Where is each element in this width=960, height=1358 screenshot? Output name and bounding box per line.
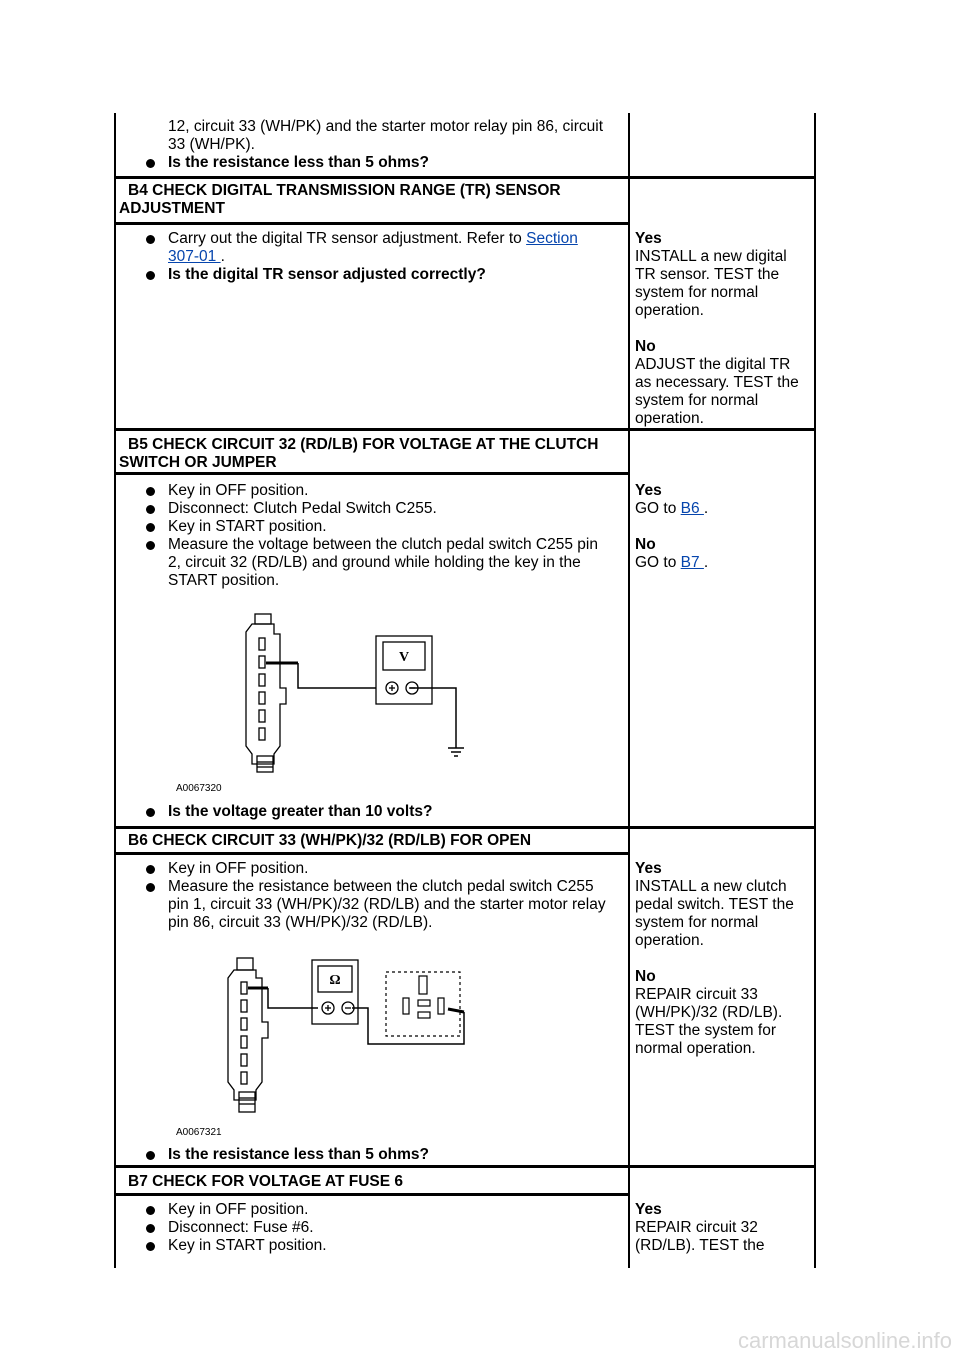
probe-wires: [248, 988, 464, 1044]
goto-b7-link[interactable]: B7: [680, 554, 704, 571]
b4-no-line: system for normal: [635, 392, 759, 409]
connector-c255: [228, 958, 268, 1112]
b4-no-line: ADJUST the digital TR: [635, 356, 791, 373]
b4-no-label: No: [635, 338, 656, 355]
b4-step-1: [168, 230, 608, 248]
watermark: carmanualsonline.info: [737, 1328, 952, 1353]
section-link[interactable]: 307-01: [168, 248, 221, 265]
b4-step-1-text: Carry out the digital TR sensor adjustment. Refer to: [168, 230, 527, 247]
b4-header-underline: [114, 222, 630, 225]
continued-step-line: 33 (WH/PK).: [168, 136, 255, 153]
b7-step: Key in START position.: [168, 1237, 327, 1254]
column-divider: [628, 113, 630, 1268]
b6-step-2-line: pin 86, circuit 33 (WH/PK)/32 (RD/LB).: [168, 914, 433, 931]
b5-no-label: No: [635, 536, 656, 553]
b5-no-end: .: [703, 554, 709, 571]
bullet-icon: [146, 523, 155, 532]
b6-question: Is the resistance less than 5 ohms?: [168, 1146, 430, 1163]
bullet-icon: [146, 883, 155, 892]
b4-header: ADJUSTMENT: [119, 200, 225, 217]
b6-no-line: TEST the system for: [635, 1022, 776, 1039]
b7-step: Disconnect: Fuse #6.: [168, 1219, 314, 1236]
b4-header: B4 CHECK DIGITAL TRANSMISSION RANGE (TR) SENSOR: [128, 182, 561, 199]
b7-header: B7 CHECK FOR VOLTAGE AT FUSE 6: [128, 1173, 403, 1190]
voltmeter: [376, 636, 432, 704]
resistance-test-diagram: [170, 952, 480, 1142]
bullet-icon: [146, 541, 155, 550]
b5-yes-end: .: [703, 500, 709, 517]
figure-id: A0067321: [176, 1127, 222, 1138]
b5-step: Disconnect: Clutch Pedal Switch C255.: [168, 500, 437, 517]
b6-yes-line: operation.: [635, 932, 704, 949]
b5-step: Key in OFF position.: [168, 482, 309, 499]
b6-header: B6 CHECK CIRCUIT 33 (WH/PK)/32 (RD/LB) FOR OPEN: [128, 832, 532, 849]
b6-step-2-line: pin 1, circuit 33 (WH/PK)/32 (RD/LB) and the starter motor relay: [168, 896, 606, 913]
b4-yes-line: INSTALL a new digital: [635, 248, 787, 265]
bullet-icon: [146, 159, 155, 168]
table-right-border: [814, 113, 816, 1268]
b5-yes-text: GO to: [635, 500, 681, 517]
table-left-border: [114, 113, 116, 1268]
b4-yes-line: TR sensor. TEST the: [635, 266, 780, 283]
row-divider-b5: [114, 428, 816, 431]
b6-step: Key in OFF position.: [168, 860, 309, 877]
b7-header-underline: [114, 1193, 630, 1196]
figure-id: A0067320: [176, 783, 222, 794]
b7-step: Key in OFF position.: [168, 1201, 309, 1218]
b6-step-2-line: Measure the resistance between the clutch pedal switch C255: [168, 878, 594, 895]
b4-yes-line: system for normal: [635, 284, 759, 301]
bullet-icon: [146, 235, 155, 244]
b6-yes-line: system for normal: [635, 914, 759, 931]
b4-yes-line: operation.: [635, 302, 704, 319]
b7-yes-line: (RD/LB). TEST the: [635, 1237, 765, 1254]
b5-header-underline: [114, 472, 630, 475]
bullet-icon: [146, 1242, 155, 1251]
section-link[interactable]: Section: [526, 230, 578, 247]
b6-no-label: No: [635, 968, 656, 985]
b6-yes-label: Yes: [635, 860, 662, 877]
meter-symbol: V: [398, 650, 410, 665]
starter-relay: [386, 972, 460, 1036]
bullet-icon: [146, 271, 155, 280]
bullet-icon: [146, 1151, 155, 1160]
b7-yes-label: Yes: [635, 1201, 662, 1218]
b5-header: SWITCH OR JUMPER: [119, 454, 277, 471]
b5-step-4-line: 2, circuit 32 (RD/LB) and ground while holding the key in the: [168, 554, 581, 571]
b4-step-1-cont: [168, 248, 225, 266]
b5-yes-action: [635, 500, 708, 518]
b7-yes-line: REPAIR circuit 32: [635, 1219, 758, 1236]
continued-question: Is the resistance less than 5 ohms?: [168, 154, 430, 171]
bullet-icon: [146, 865, 155, 874]
meter-symbol: Ω: [329, 973, 341, 988]
b6-yes-line: INSTALL a new clutch: [635, 878, 787, 895]
b6-no-line: normal operation.: [635, 1040, 756, 1057]
b6-header-underline: [114, 852, 630, 855]
b6-no-line: REPAIR circuit 33: [635, 986, 758, 1003]
bullet-icon: [146, 1224, 155, 1233]
voltage-test-diagram: [170, 608, 490, 798]
b4-yes-label: Yes: [635, 230, 662, 247]
b6-no-line: (WH/PK)/32 (RD/LB).: [635, 1004, 783, 1021]
probe-wire: [266, 663, 464, 756]
bullet-icon: [146, 487, 155, 496]
b4-step-1-end: .: [220, 248, 225, 265]
b6-yes-line: pedal switch. TEST the: [635, 896, 794, 913]
bullet-icon: [146, 1206, 155, 1215]
goto-b6-link[interactable]: B6: [680, 500, 704, 517]
b5-no-action: [635, 554, 708, 572]
continued-step-line: 12, circuit 33 (WH/PK) and the starter motor relay pin 86, circuit: [168, 118, 604, 135]
b5-no-text: GO to: [635, 554, 681, 571]
b5-step-4-line: START position.: [168, 572, 280, 589]
bullet-icon: [146, 808, 155, 817]
b5-step-4-line: Measure the voltage between the clutch pedal switch C255 pin: [168, 536, 598, 553]
row-divider-b6: [114, 826, 816, 829]
b5-yes-label: Yes: [635, 482, 662, 499]
ohmmeter: [312, 960, 358, 1024]
row-divider-b7: [114, 1165, 816, 1168]
b4-question: Is the digital TR sensor adjusted correctly?: [168, 266, 486, 283]
b5-step: Key in START position.: [168, 518, 327, 535]
row-divider-b4: [114, 176, 816, 179]
b4-no-line: operation.: [635, 410, 704, 427]
connector-c255: [246, 614, 286, 772]
b5-question: Is the voltage greater than 10 volts?: [168, 803, 433, 820]
bullet-icon: [146, 505, 155, 514]
b4-no-line: as necessary. TEST the: [635, 374, 799, 391]
b5-header: B5 CHECK CIRCUIT 32 (RD/LB) FOR VOLTAGE AT THE CLUTCH: [128, 436, 599, 453]
